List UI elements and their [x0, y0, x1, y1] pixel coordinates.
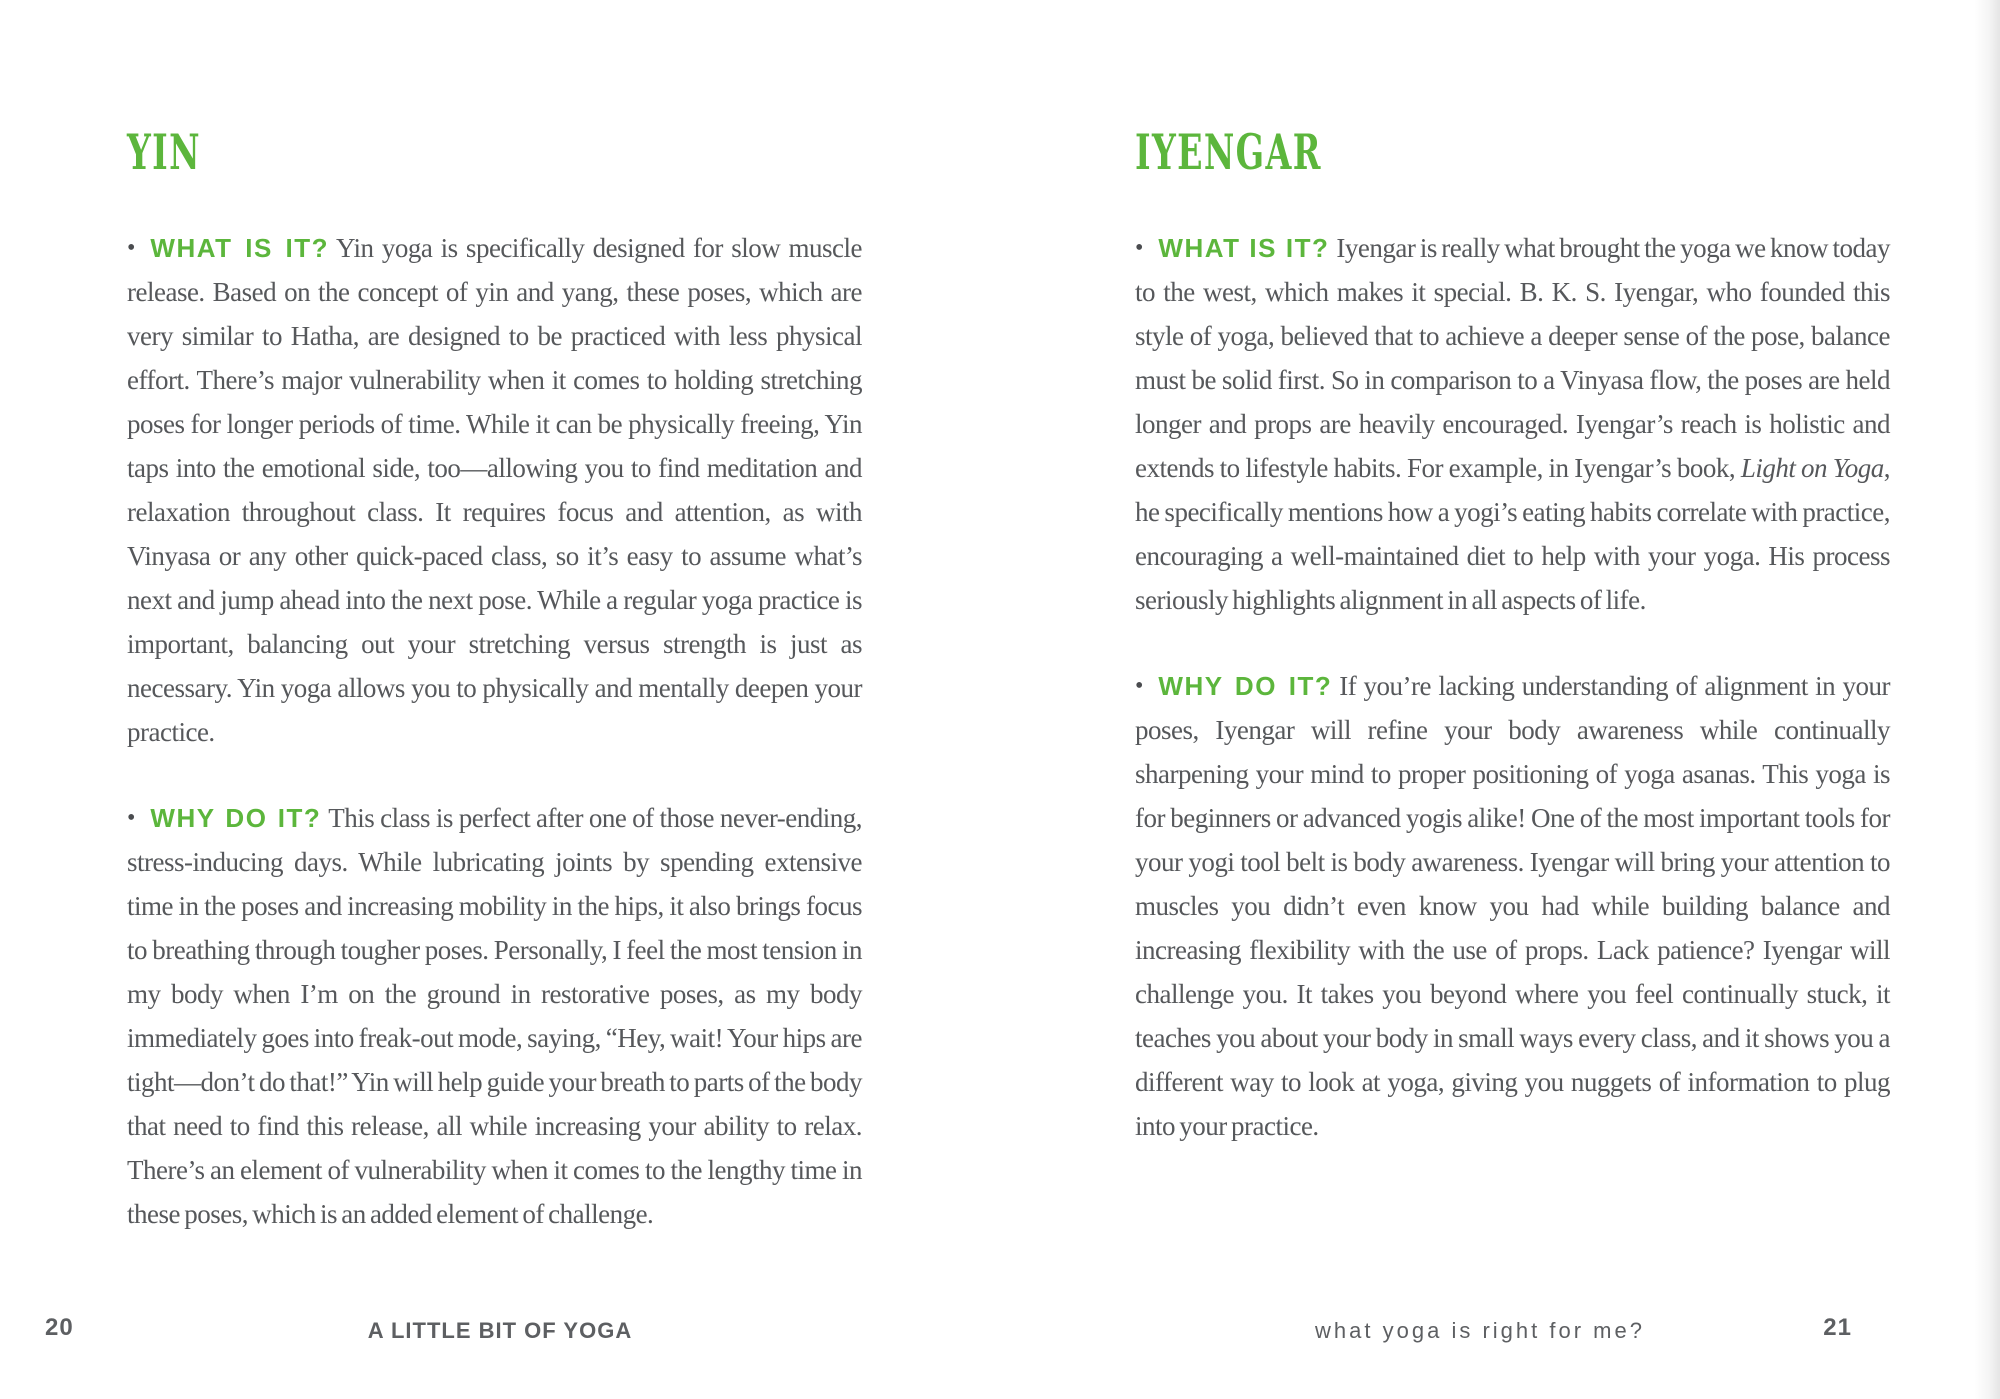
page-right	[1000, 0, 2000, 1399]
running-footer-book-title: A LITTLE BIT OF YOGA	[367, 1318, 633, 1343]
page-left-body	[127, 226, 862, 1278]
body-text: , he specifically mentions how a yogi’s eating habits correlate with practice, encouraging a well-maintained diet to help with your yoga. His process seriously highlights alignment in all aspects of life.	[1135, 453, 1890, 615]
body-text: If you’re lacking understanding of alignment in your poses, Iyengar will refine your body awareness while continually sharpening your mind to proper positioning of yoga asanas. This yoga is for beginners or advanced yogis alike! One of the most important tools for your yogi tool belt is body awareness. Iyengar will bring your attention to muscles you didn’t even know you had while building balance and increasing flexibility with the use of props. Lack patience? Iyengar will challenge you. It takes you beyond where you feel continually stuck, it teaches you about your body in small ways every class, and it shows you a different way to look at yoga, giving you nuggets of information to plug into your practice.	[1135, 671, 1890, 1141]
bullet-icon: •	[127, 235, 136, 261]
page-right-body	[1135, 226, 1890, 1190]
section-heading-yin: YIN	[127, 123, 201, 181]
body-text: This class is perfect after one of those never-ending, stress-inducing days. While lubricating joints by spending extensive time in the poses and increasing mobility in the hips, it also brings focus to breathing through tougher poses. Personally, I feel the most tension in my body when I’m on the ground in restorative poses, as my body immediately goes into freak-out mode, saying, “Hey, wait! Your hips are tight—don’t do that!” Yin will help guide your breath to parts of the body that need to find this release, all while increasing your ability to relax. There’s an element of vulnerability when it comes to the lengthy time in these poses, which is an added element of challenge.	[127, 803, 863, 1229]
page-number-right: 21	[1823, 1314, 1852, 1341]
paragraph	[1135, 664, 1890, 1148]
question-label: WHAT IS IT?	[150, 233, 330, 263]
question-label: WHY DO IT?	[150, 803, 322, 833]
paragraph	[127, 796, 862, 1236]
paragraph	[1135, 226, 1890, 622]
book-title-italic: Light on Yoga	[1740, 453, 1884, 483]
page-number-left: 20	[45, 1314, 74, 1341]
bullet-icon: •	[1135, 235, 1144, 261]
question-label: WHAT IS IT?	[1158, 233, 1330, 263]
bullet-icon: •	[127, 805, 136, 831]
running-footer-chapter-title: what yoga is right for me?	[1315, 1318, 1645, 1343]
section-heading-iyengar: IYENGAR	[1135, 123, 1322, 181]
bullet-icon: •	[1135, 673, 1144, 699]
question-label: WHY DO IT?	[1158, 671, 1333, 701]
body-text: Iyengar is really what brought the yoga we know today to the west, which makes it special. B. K. S. Iyengar, who founded this style of yoga, believed that to achieve a deeper sense of the pose, balance must be solid first. So in comparison to a Vinyasa flow, the poses are held longer and props are heavily encouraged. Iyengar’s reach is holistic and extends to lifestyle habits. For example, in Iyengar’s book,	[1135, 233, 1890, 483]
paragraph	[127, 226, 862, 754]
body-text: Yin yoga is specifically designed for slow muscle release. Based on the concept of yin and yang, these poses, which are very similar to Hatha, are designed to be practiced with less physical effort. There’s major vulnerability when it comes to holding stretching poses for longer periods of time. While it can be physically freeing, Yin taps into the emotional side, too—allowing you to find meditation and relaxation throughout class. It requires focus and attention, as with Vinyasa or any other quick-paced class, so it’s easy to assume what’s next and jump ahead into the next pose. While a regular yoga practice is important, balancing out your stretching versus strength is just as necessary. Yin yoga allows you to physically and mentally deepen your practice.	[127, 233, 863, 747]
